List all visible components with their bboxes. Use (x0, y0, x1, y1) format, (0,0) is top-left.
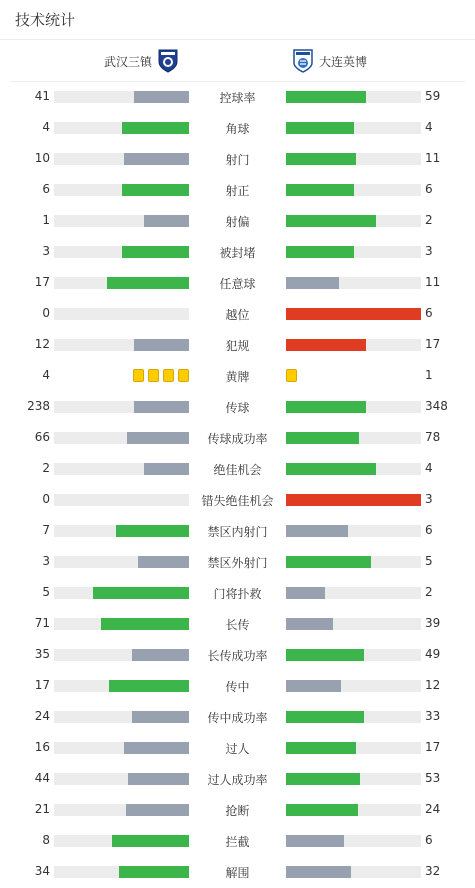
home-bar (138, 556, 189, 568)
away-bar (286, 184, 354, 196)
stat-label: 传中 (225, 680, 250, 694)
home-value: 8 (42, 833, 50, 847)
away-team-crest-icon (293, 49, 313, 73)
stat-row (0, 206, 475, 237)
home-bar-track (54, 122, 189, 134)
stat-label: 越位 (225, 308, 250, 322)
away-value: 78 (425, 430, 441, 444)
home-value: 17 (34, 275, 50, 289)
home-bar-track (54, 184, 189, 196)
away-bar-track (286, 494, 421, 506)
home-bar-track (54, 308, 189, 320)
away-value: 348 (425, 399, 448, 413)
stat-row (0, 237, 475, 268)
away-bar (286, 649, 364, 661)
away-bar-track (286, 432, 421, 444)
stat-row (0, 423, 475, 454)
home-value: 7 (42, 523, 50, 537)
stat-label: 角球 (225, 122, 250, 136)
away-bar-track (286, 618, 421, 630)
away-team[interactable] (293, 49, 367, 73)
home-value: 44 (34, 771, 50, 785)
home-bar (107, 277, 189, 289)
away-value: 3 (425, 244, 433, 258)
away-bar (286, 711, 364, 723)
stat-row (0, 795, 475, 826)
away-bar-track (286, 246, 421, 258)
away-bar-track (286, 277, 421, 289)
home-bar-track (54, 587, 189, 599)
home-team[interactable] (104, 49, 178, 73)
home-bar-track (54, 680, 189, 692)
away-value: 49 (425, 647, 441, 661)
stat-label: 传球成功率 (207, 432, 268, 446)
away-bar-track (286, 401, 421, 413)
home-value: 4 (42, 120, 50, 134)
home-team-crest-icon (158, 49, 178, 73)
stat-label: 被封堵 (219, 246, 256, 260)
home-value: 4 (42, 368, 50, 382)
yellow-card-icon (178, 369, 189, 382)
away-bar-track (286, 556, 421, 568)
home-value: 5 (42, 585, 50, 599)
home-value: 41 (34, 89, 50, 103)
yellow-card-icon (133, 369, 144, 382)
stat-label: 射正 (225, 184, 250, 198)
stat-row (0, 113, 475, 144)
home-bar-track (54, 494, 189, 506)
stat-row (0, 361, 475, 392)
stat-row (0, 733, 475, 764)
home-value: 12 (34, 337, 50, 351)
home-value: 35 (34, 647, 50, 661)
away-bar-track (286, 866, 421, 878)
away-bar (286, 277, 339, 289)
away-bar (286, 618, 333, 630)
away-value: 17 (425, 740, 441, 754)
away-bar-track (286, 122, 421, 134)
away-cards (286, 369, 297, 383)
stat-row (0, 144, 475, 175)
away-value: 6 (425, 306, 433, 320)
stat-label: 射偏 (225, 215, 250, 229)
stat-label: 绝佳机会 (213, 463, 262, 477)
home-bar (126, 804, 189, 816)
away-bar (286, 587, 325, 599)
stat-row (0, 640, 475, 671)
away-value: 6 (425, 833, 433, 847)
home-value: 0 (42, 492, 50, 506)
away-bar (286, 246, 354, 258)
home-bar (119, 866, 189, 878)
stat-row (0, 702, 475, 733)
away-bar (286, 432, 359, 444)
home-bar-track (54, 835, 189, 847)
home-bar-track (54, 649, 189, 661)
away-bar-track (286, 773, 421, 785)
home-bar-track (54, 91, 189, 103)
stat-row (0, 454, 475, 485)
home-bar-track (54, 277, 189, 289)
home-bar (128, 773, 189, 785)
home-bar (124, 742, 189, 754)
stat-row (0, 485, 475, 516)
away-bar-track (286, 711, 421, 723)
home-bar-track (54, 773, 189, 785)
away-bar (286, 494, 421, 506)
home-bar (134, 401, 189, 413)
stat-label: 错失绝佳机会 (201, 494, 274, 508)
stat-label: 抢断 (225, 804, 250, 818)
stat-label: 长传成功率 (207, 649, 268, 663)
away-bar (286, 153, 356, 165)
away-bar (286, 215, 376, 227)
away-value: 5 (425, 554, 433, 568)
away-bar-track (286, 463, 421, 475)
home-bar (122, 184, 190, 196)
stat-label: 禁区内射门 (207, 525, 268, 539)
home-value: 10 (34, 151, 50, 165)
yellow-card-icon (148, 369, 159, 382)
stat-row (0, 392, 475, 423)
home-bar (101, 618, 189, 630)
home-bar (132, 649, 189, 661)
home-value: 16 (34, 740, 50, 754)
stat-row (0, 82, 475, 113)
away-bar (286, 122, 354, 134)
home-bar (93, 587, 189, 599)
stat-label: 过人 (225, 742, 250, 756)
home-value: 21 (34, 802, 50, 816)
away-bar (286, 835, 344, 847)
home-bar (132, 711, 189, 723)
stat-label: 禁区外射门 (207, 556, 268, 570)
stat-label: 过人成功率 (207, 773, 268, 787)
away-value: 4 (425, 461, 433, 475)
away-bar-track (286, 184, 421, 196)
away-bar-track (286, 308, 421, 320)
away-bar (286, 339, 366, 351)
yellow-card-icon (286, 369, 297, 382)
away-value: 39 (425, 616, 441, 630)
home-bar-track (54, 432, 189, 444)
page-title: 技术统计 (15, 11, 76, 29)
yellow-card-icon (163, 369, 174, 382)
stat-row (0, 268, 475, 299)
away-bar-track (286, 835, 421, 847)
home-bar-track (54, 153, 189, 165)
stat-label: 传球 (225, 401, 250, 415)
stat-row (0, 516, 475, 547)
home-team-name: 武汉三镇 (103, 54, 152, 69)
home-bar (116, 525, 189, 537)
away-bar (286, 308, 421, 320)
home-bar-track (54, 246, 189, 258)
home-bar-track (54, 525, 189, 537)
home-bar-track (54, 401, 189, 413)
stat-label: 传中成功率 (207, 711, 268, 725)
away-bar-track (286, 742, 421, 754)
away-value: 59 (425, 89, 441, 103)
away-value: 4 (425, 120, 433, 134)
away-bar (286, 742, 356, 754)
away-bar (286, 804, 358, 816)
away-bar (286, 401, 366, 413)
home-value: 3 (42, 244, 50, 258)
away-bar-track (286, 339, 421, 351)
stat-row (0, 547, 475, 578)
home-bar-track (54, 339, 189, 351)
away-bar (286, 773, 360, 785)
home-bar-track (54, 556, 189, 568)
home-bar (144, 463, 189, 475)
home-bar (127, 432, 189, 444)
away-value: 53 (425, 771, 441, 785)
home-value: 6 (42, 182, 50, 196)
away-value: 33 (425, 709, 441, 723)
stat-row (0, 299, 475, 330)
away-value: 17 (425, 337, 441, 351)
stat-label: 拦截 (225, 835, 250, 849)
away-value: 2 (425, 585, 433, 599)
away-value: 12 (425, 678, 441, 692)
home-bar (122, 122, 190, 134)
home-cards (133, 369, 189, 383)
away-value: 3 (425, 492, 433, 506)
away-bar-track (286, 649, 421, 661)
home-bar-track (54, 618, 189, 630)
stat-label: 门将扑救 (213, 587, 262, 601)
away-bar-track (286, 525, 421, 537)
stat-label: 控球率 (219, 91, 256, 105)
stat-row (0, 857, 475, 888)
home-value: 238 (27, 399, 50, 413)
home-value: 66 (34, 430, 50, 444)
stats-list (0, 82, 475, 888)
stat-label: 任意球 (219, 277, 256, 291)
away-value: 24 (425, 802, 441, 816)
stat-row (0, 671, 475, 702)
home-value: 0 (42, 306, 50, 320)
stat-row (0, 175, 475, 206)
stat-label: 黄牌 (225, 370, 250, 384)
home-bar (134, 91, 189, 103)
stat-label: 射门 (225, 153, 250, 167)
away-bar-track (286, 91, 421, 103)
stat-row (0, 330, 475, 361)
away-bar (286, 463, 376, 475)
home-bar (124, 153, 189, 165)
away-value: 2 (425, 213, 433, 227)
stat-label: 长传 (225, 618, 250, 632)
away-bar (286, 556, 371, 568)
away-bar (286, 866, 351, 878)
away-value: 6 (425, 182, 433, 196)
stat-row (0, 764, 475, 795)
teams-row (10, 40, 465, 82)
home-value: 17 (34, 678, 50, 692)
home-bar-track (54, 742, 189, 754)
home-bar-track (54, 711, 189, 723)
home-bar-track (54, 866, 189, 878)
home-value: 71 (34, 616, 50, 630)
stat-label: 解围 (225, 866, 250, 880)
away-bar-track (286, 153, 421, 165)
away-bar-track (286, 215, 421, 227)
away-value: 11 (425, 275, 441, 289)
home-value: 3 (42, 554, 50, 568)
away-value: 32 (425, 864, 441, 878)
home-bar (134, 339, 189, 351)
home-value: 34 (34, 864, 50, 878)
home-value: 1 (42, 213, 50, 227)
home-bar (144, 215, 189, 227)
away-bar-track (286, 680, 421, 692)
stat-label: 犯规 (225, 339, 250, 353)
away-value: 11 (425, 151, 441, 165)
away-bar (286, 680, 341, 692)
away-bar (286, 91, 366, 103)
stat-row (0, 578, 475, 609)
stat-row (0, 826, 475, 857)
home-bar-track (54, 215, 189, 227)
away-bar-track (286, 804, 421, 816)
home-bar-track (54, 463, 189, 475)
away-value: 1 (425, 368, 433, 382)
home-value: 24 (34, 709, 50, 723)
stat-row (0, 609, 475, 640)
away-team-name: 大连英博 (319, 54, 368, 69)
home-value: 2 (42, 461, 50, 475)
away-bar-track (286, 587, 421, 599)
home-bar (122, 246, 190, 258)
away-value: 6 (425, 523, 433, 537)
home-bar (112, 835, 189, 847)
home-bar-track (54, 804, 189, 816)
home-bar (109, 680, 189, 692)
stats-header (0, 0, 475, 40)
away-bar (286, 525, 348, 537)
